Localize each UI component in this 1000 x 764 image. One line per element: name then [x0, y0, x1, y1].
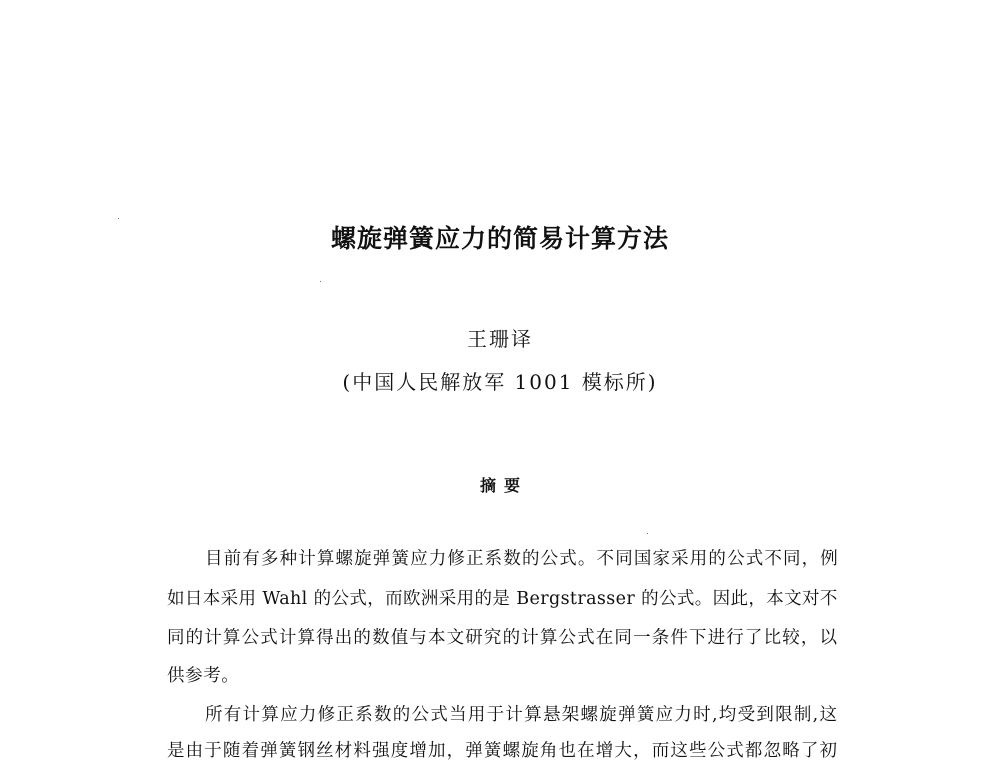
paper-title: 螺旋弹簧应力的简易计算方法: [330, 224, 669, 253]
paragraph-line: 供参考。: [167, 666, 240, 686]
paragraph-line: 如日本采用 Wahl 的公式，而欧洲采用的是 Bergstrasser 的公式。因此，本文对不: [167, 589, 838, 609]
paragraph-line: 同的计算公式计算得出的数值与本文研究的计算公式在同一条件下进行了比较，以: [167, 628, 839, 648]
abstract-heading: 摘要: [479, 476, 528, 495]
scan-speck: [647, 533, 648, 534]
paragraph-line: 是由于随着弹簧钢丝材料强度增加，弹簧螺旋角也在增大，而这些公式都忽略了初: [167, 741, 839, 761]
scan-speck: [118, 218, 119, 219]
paragraph-line: 目前有多种计算螺旋弹簧应力修正系数的公式。不同国家采用的公式不同，例: [205, 549, 839, 569]
paragraph-line: 所有计算应力修正系数的公式当用于计算悬架螺旋弹簧应力时,均受到限制,这: [205, 705, 839, 725]
author-affiliation: (中国人民解放军 1001 模标所): [342, 370, 658, 394]
author-name: 王珊译: [467, 327, 533, 351]
scan-speck: [320, 281, 321, 282]
